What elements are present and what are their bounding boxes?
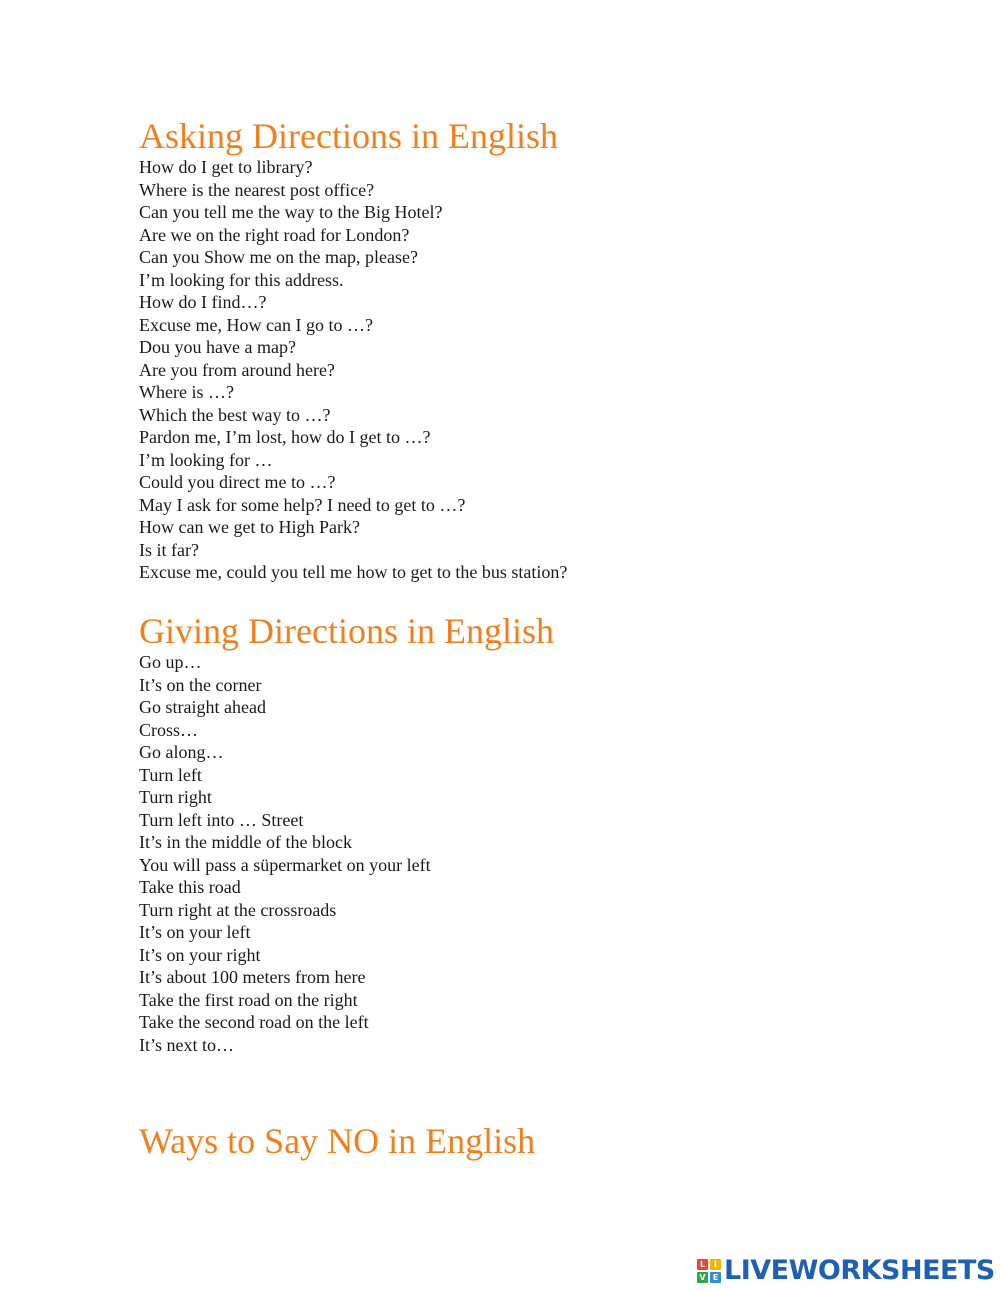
phrase-list (139, 156, 567, 584)
phrase-item: Is it far? (139, 539, 199, 560)
phrase-item: Turn left (139, 764, 202, 785)
phrase-item: Go up… (139, 652, 202, 672)
phrase-item: Can you Show me on the map, please? (139, 247, 418, 267)
phrase-item: Are we on the right road for London? (139, 224, 410, 245)
phrase-item: Excuse me, could you tell me how to get to the bus station? (139, 562, 568, 582)
phrase-item: Where is the nearest post office? (139, 179, 375, 200)
logo-blocks-icon (697, 1259, 721, 1283)
logo-block: L (697, 1259, 708, 1270)
phrase-item: It’s on your right (139, 944, 261, 965)
phrase-item: Turn left into … Street (139, 809, 304, 830)
phrase-item: It’s on your left (139, 922, 251, 942)
phrase-item: How do I get to library? (139, 157, 313, 177)
phrase-item: Where is …? (139, 382, 234, 402)
phrase-item: Pardon me, I’m lost, how do I get to …? (139, 427, 431, 447)
phrase-list (139, 651, 554, 1056)
phrase-item: It’s next to… (139, 1034, 234, 1055)
phrase-item: Which the best way to …? (139, 404, 331, 425)
logo-block: V (697, 1272, 708, 1283)
phrase-item: Dou you have a map? (139, 337, 296, 357)
phrase-item: Turn right at the crossroads (139, 899, 337, 920)
phrase-item: How do I find…? (139, 292, 267, 312)
logo-block: I (710, 1259, 721, 1270)
section-heading: Ways to Say NO in English (139, 1121, 536, 1161)
section-giving-directions (139, 611, 554, 1056)
phrase-item: I’m looking for … (139, 449, 273, 470)
phrase-item: I’m looking for this address. (139, 269, 344, 290)
phrase-item: Go straight ahead (139, 697, 266, 717)
phrase-item: Are you from around here? (139, 359, 335, 380)
section-ways-to-say-no (139, 1121, 535, 1161)
logo-text: LIVEWORKSHEETS (724, 1255, 995, 1286)
phrase-item: It’s in the middle of the block (139, 832, 352, 852)
liveworksheets-logo (697, 1256, 995, 1286)
phrase-item: Go along… (139, 742, 224, 762)
section-heading: Asking Directions in English (139, 116, 558, 156)
phrase-item: Take the first road on the right (139, 989, 358, 1010)
phrase-item: Take the second road on the left (139, 1012, 369, 1032)
phrase-item: Can you tell me the way to the Big Hotel? (139, 202, 443, 222)
section-asking-directions (139, 116, 567, 584)
section-heading: Giving Directions in English (139, 611, 554, 651)
phrase-item: How can we get to High Park? (139, 517, 360, 537)
phrase-item: It’s on the corner (139, 674, 262, 695)
phrase-item: May I ask for some help? I need to get to …? (139, 494, 466, 515)
phrase-item: Cross… (139, 719, 199, 740)
phrase-item: You will pass a süpermarket on your left (139, 854, 431, 875)
phrase-item: Could you direct me to …? (139, 472, 336, 492)
phrase-item: Take this road (139, 877, 241, 897)
phrase-item: It’s about 100 meters from here (139, 967, 366, 987)
phrase-item: Turn right (139, 787, 212, 807)
phrase-item: Excuse me, How can I go to …? (139, 314, 373, 335)
logo-block: E (710, 1272, 721, 1283)
